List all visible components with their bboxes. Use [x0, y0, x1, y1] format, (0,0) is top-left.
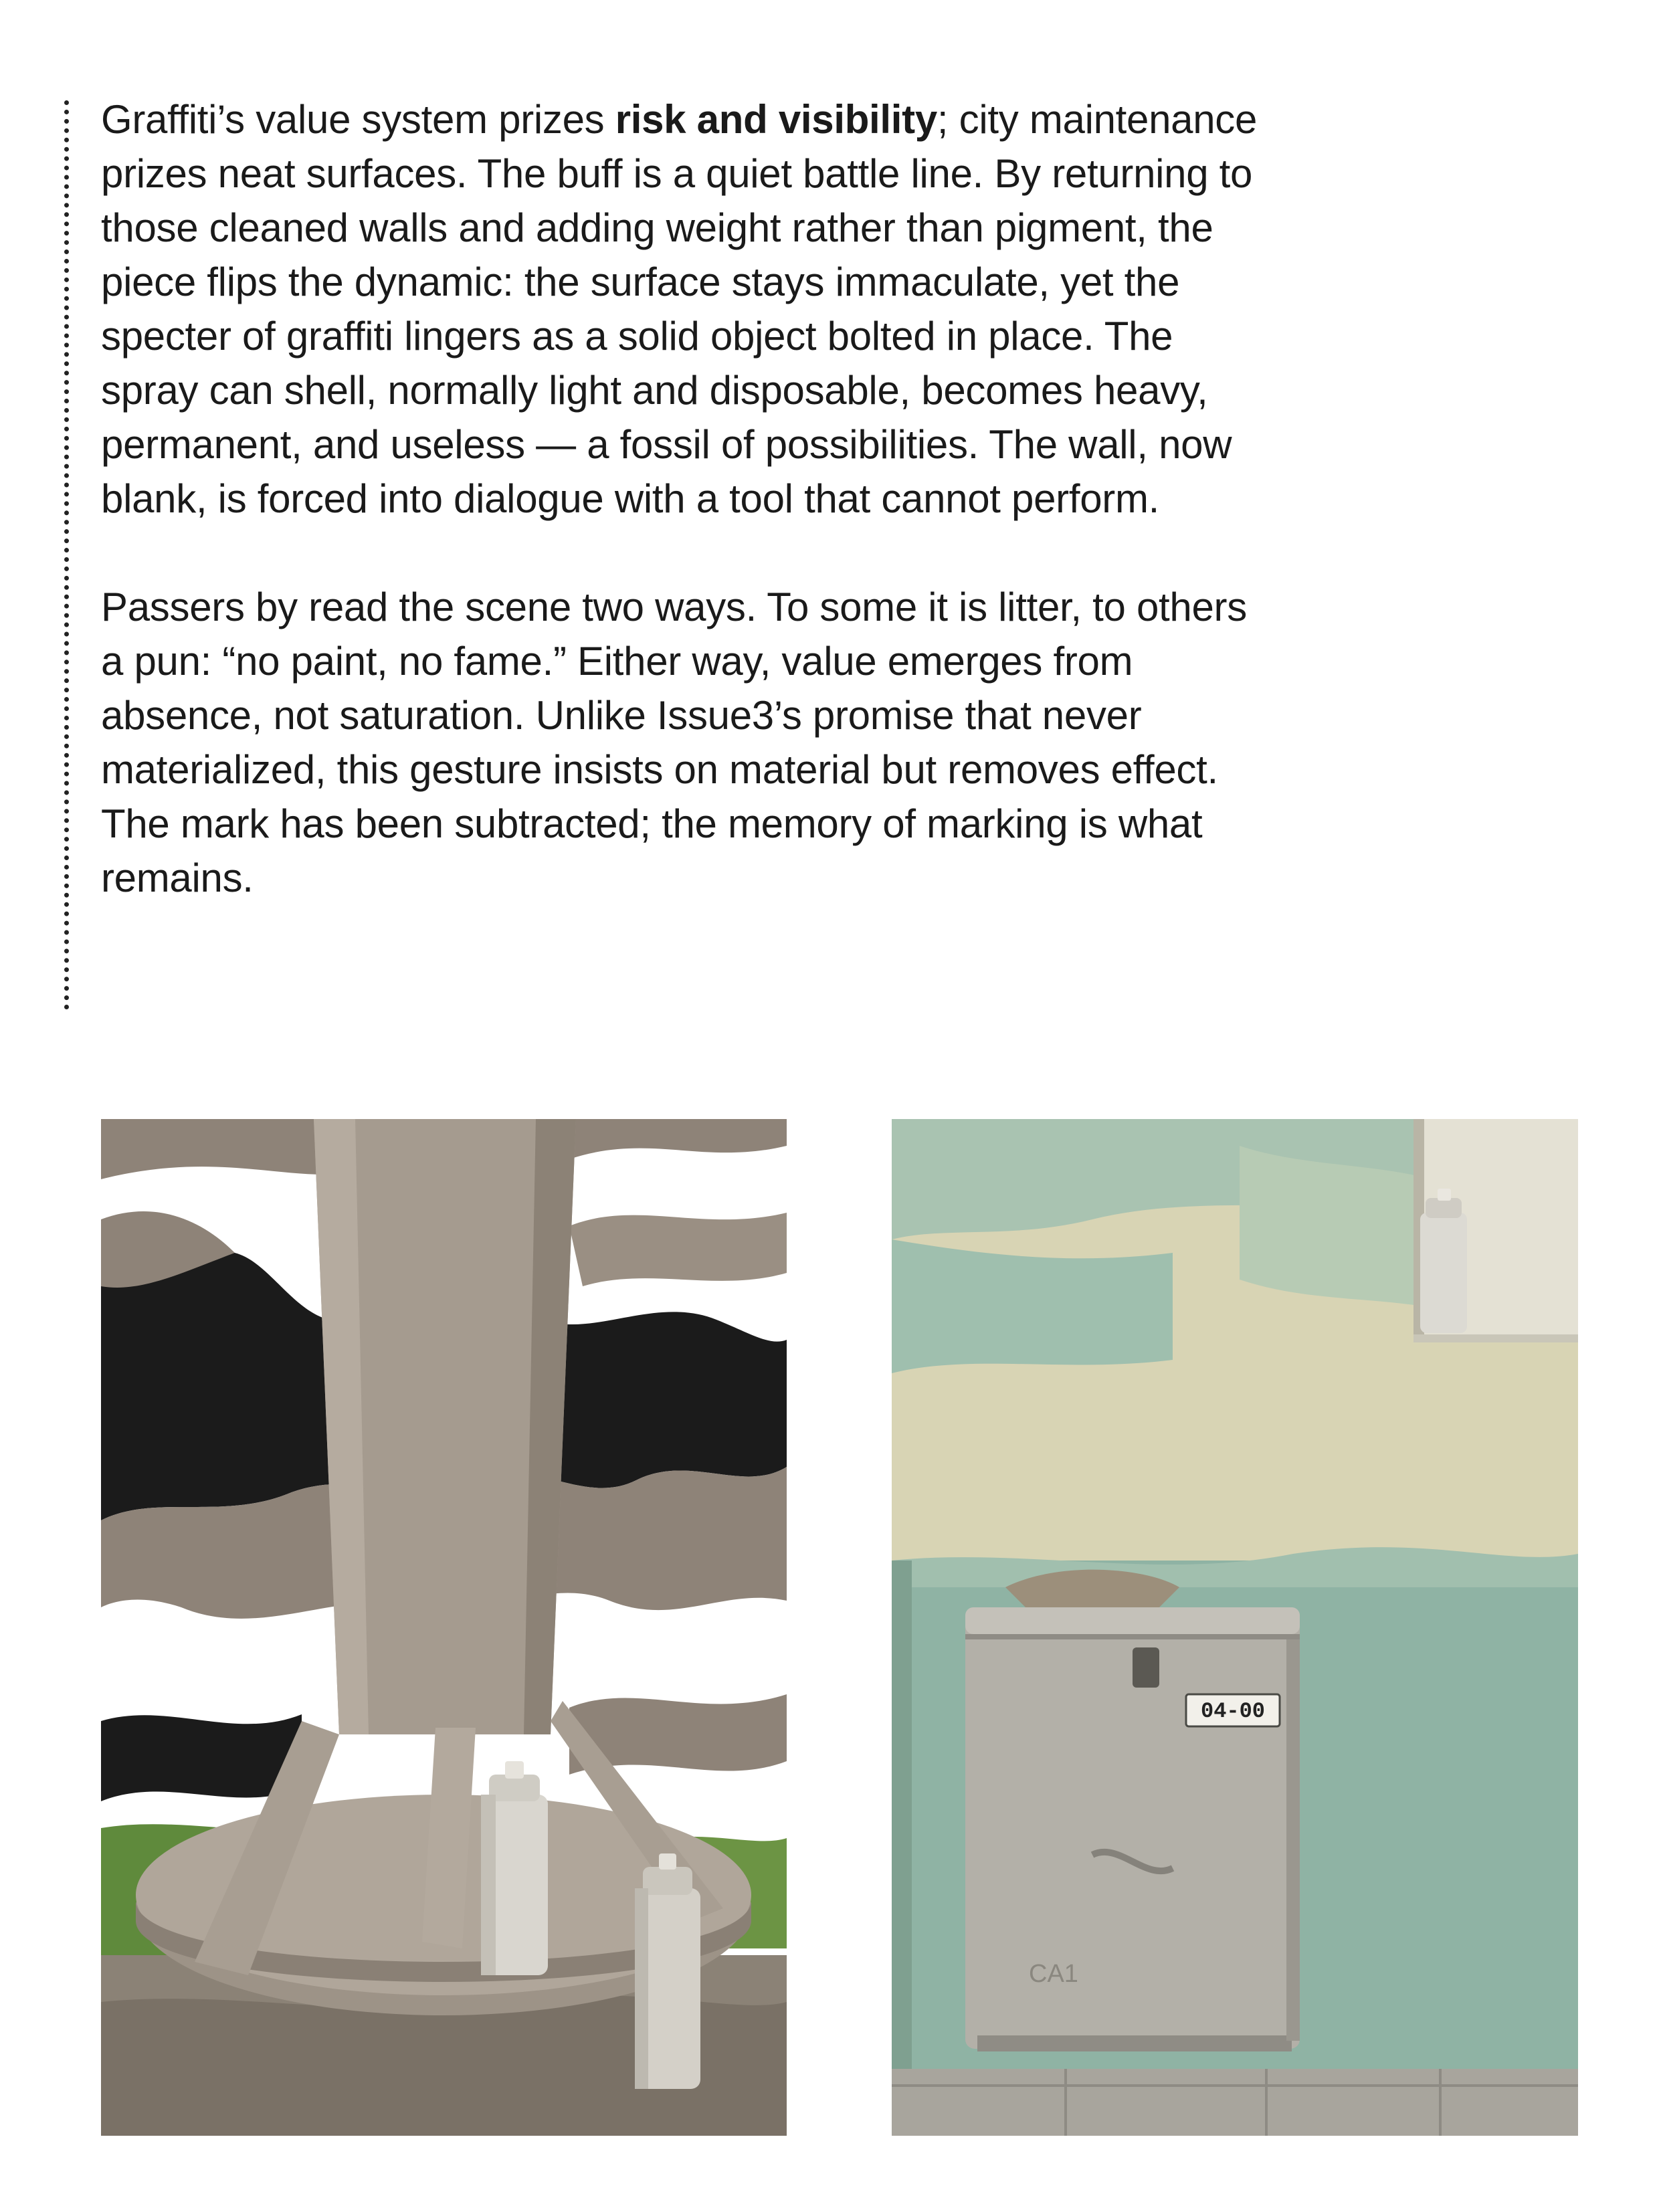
photo-pole-base [101, 1119, 787, 2136]
utility-box-illustration [892, 1119, 1578, 2136]
paragraph-1 [101, 92, 1278, 526]
dotted-margin-rule [64, 100, 69, 1010]
box-stencil-mark: CA1 [1029, 1960, 1078, 1988]
utility-box [965, 1607, 1300, 2051]
paragraph-1-emphasis: risk and visibility [615, 97, 937, 142]
box-number-label: 04-00 [1200, 1699, 1266, 1724]
spray-can-small [635, 1853, 700, 2089]
paragraph-2: Passers by read the scene two ways. To some it is litter, to others a pun: “no paint, no fame.” Either way, value emerges from absence, not saturation. Unlike Issue3’s promise that never materialized, this gesture insists on material but removes effect. The mark has been subtracted; the memory of marking is what remains. [101, 585, 1247, 900]
paragraph-1-lead: Graffiti’s value system prizes [101, 97, 615, 142]
spray-can-window [1420, 1189, 1467, 1333]
paragraph-1-rest: ; city maintenance prizes neat surfaces. The buff is a quiet battle line. By returning to those cleaned walls and adding weight rather than pigment, the piece flips the dynamic: the surface stays immaculate, yet the specter of graffiti lingers as a solid object bolted in place. The spray can shell, normally light and disposable, becomes heavy, permanent, and useless — a fossil of possibilities. The wall, now blank, is forced into dialogue with a tool that cannot perform. [101, 97, 1258, 521]
photo-utility-box [892, 1119, 1578, 2136]
article-body [101, 92, 1278, 959]
pole-base-illustration [101, 1119, 787, 2136]
spray-can-large [481, 1761, 548, 1975]
